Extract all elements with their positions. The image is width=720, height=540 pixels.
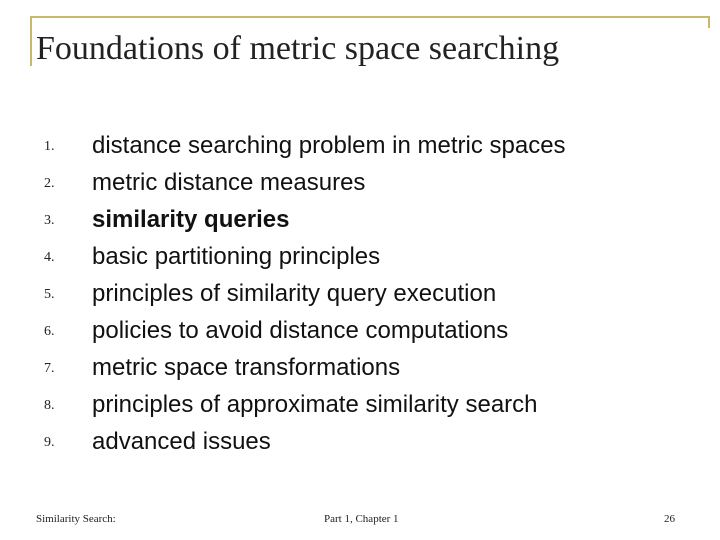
list-text: metric distance measures	[92, 169, 366, 196]
list-text: principles of similarity query execution	[92, 280, 497, 307]
list-number: 1.	[44, 139, 55, 154]
list-item	[0, 128, 720, 165]
list-text: similarity queries	[92, 206, 290, 233]
list-number: 2.	[44, 176, 55, 191]
list-item	[0, 387, 720, 424]
list-number: 8.	[44, 398, 55, 413]
list-item	[0, 165, 720, 202]
frame-top-line	[30, 16, 710, 18]
footer-chapter-label: Part 1, Chapter 1	[324, 513, 399, 525]
list-number: 5.	[44, 287, 55, 302]
list-number: 6.	[44, 324, 55, 339]
list-item	[0, 424, 720, 461]
list-item	[0, 313, 720, 350]
list-text: basic partitioning principles	[92, 243, 381, 270]
list-item	[0, 350, 720, 387]
list-text: distance searching problem in metric spaces	[92, 132, 566, 159]
topic-list	[0, 128, 720, 461]
list-item-highlighted	[0, 202, 720, 239]
list-item	[0, 276, 720, 313]
list-text: metric space transformations	[92, 354, 401, 381]
list-number: 9.	[44, 435, 55, 450]
footer-course-label: Similarity Search:	[36, 513, 116, 525]
list-number: 3.	[44, 213, 55, 228]
list-item	[0, 239, 720, 276]
list-number: 4.	[44, 250, 55, 265]
frame-left-line	[30, 16, 32, 66]
footer-page-number: 26	[664, 513, 675, 525]
list-text: policies to avoid distance computations	[92, 317, 509, 344]
list-text: advanced issues	[92, 428, 271, 455]
list-text: principles of approximate similarity search	[92, 391, 538, 418]
list-number: 7.	[44, 361, 55, 376]
frame-right-line	[708, 16, 710, 28]
slide-title: Foundations of metric space searching	[36, 30, 560, 67]
